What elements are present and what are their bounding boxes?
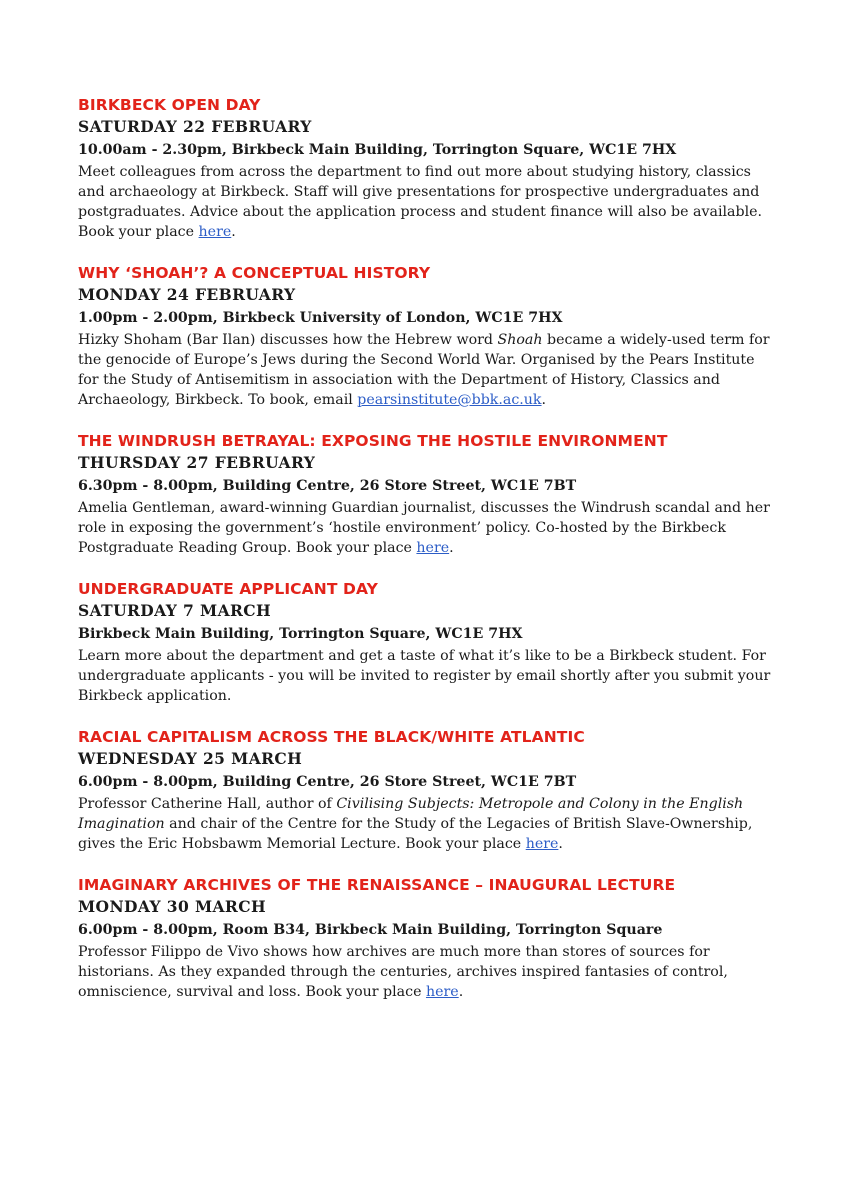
event-title: IMAGINARY ARCHIVES OF THE RENAISSANCE – INAUGURAL LECTURE — [78, 876, 676, 894]
event-title: BIRKBECK OPEN DAY — [78, 96, 261, 114]
event-imaginary-archives — [78, 874, 778, 1002]
description-text-2: became a widely-used term for the genocide of Europe’s Jews during the Second World War. Organised by the Pears Institute for the Study of Antisemitism in association with the Department of History, Classics and Archaeology, Birkbeck. To book, email — [78, 332, 770, 408]
event-description — [78, 162, 778, 242]
event-title: THE WINDRUSH BETRAYAL: EXPOSING THE HOSTILE ENVIRONMENT — [78, 432, 668, 450]
event-date: SATURDAY 22 FEBRUARY — [78, 117, 312, 136]
event-title: RACIAL CAPITALISM ACROSS THE BLACK/WHITE ATLANTIC — [78, 728, 585, 746]
event-windrush — [78, 430, 778, 558]
description-italic: Civilising Subjects: Metropole and Colony in the English Imagination — [78, 796, 744, 832]
event-description — [78, 794, 778, 854]
event-date: WEDNESDAY 25 MARCH — [78, 749, 303, 768]
event-date: SATURDAY 7 MARCH — [78, 601, 272, 620]
description-text: Professor Catherine Hall, author of — [78, 796, 337, 812]
book-here-link[interactable]: here — [425, 984, 459, 1000]
event-details: 6.00pm - 8.00pm, Building Centre, 26 Store Street, WC1E 7BT — [78, 774, 577, 790]
description-text-2: and chair of the Centre for the Study of the Legacies of British Slave-Ownership, gives the Eric Hobsbawm Memorial Lecture. Book your place — [78, 816, 753, 852]
event-date: THURSDAY 27 FEBRUARY — [78, 453, 316, 472]
event-why-shoah — [78, 262, 778, 410]
event-details: Birkbeck Main Building, Torrington Square, WC1E 7HX — [78, 626, 523, 642]
event-title: UNDERGRADUATE APPLICANT DAY — [78, 580, 378, 598]
description-text: Amelia Gentleman, award-winning Guardian journalist, discusses the Windrush scandal and her role in exposing the government’s ‘hostile environment’ policy. Co-hosted by the Birkbeck Postgraduate Reading Group. Book your place — [78, 500, 770, 556]
event-date: MONDAY 24 FEBRUARY — [78, 285, 296, 304]
event-open-day — [78, 94, 778, 242]
book-here-link[interactable]: here — [198, 224, 232, 240]
event-description — [78, 330, 778, 410]
email-link[interactable]: pearsinstitute@bbk.ac.uk — [357, 392, 542, 408]
description-text: Professor Filippo de Vivo shows how archives are much more than stores of sources for historians. As they expanded through the centuries, archives inspired fantasies of control, omniscience, survival and loss. Book your place — [78, 944, 728, 1000]
event-description — [78, 498, 778, 558]
description-end: . — [231, 224, 236, 240]
description-text: Meet colleagues from across the department to find out more about studying history, classics and archaeology at Birkbeck. Staff will give presentations for prospective undergraduates and postgraduates. Advice about the application process and student finance will also be available. Book your place — [78, 164, 763, 240]
description-end: . — [449, 540, 454, 556]
event-details: 10.00am - 2.30pm, Birkbeck Main Building, Torrington Square, WC1E 7HX — [78, 142, 677, 158]
event-racial-capitalism — [78, 726, 778, 854]
event-details: 6.30pm - 8.00pm, Building Centre, 26 Store Street, WC1E 7BT — [78, 478, 577, 494]
event-description — [78, 646, 778, 706]
book-here-link[interactable]: here — [525, 836, 559, 852]
event-date: MONDAY 30 MARCH — [78, 897, 266, 916]
event-description — [78, 942, 778, 1002]
event-applicant-day — [78, 578, 778, 706]
description-italic: Shoah — [497, 332, 543, 348]
description-end: . — [558, 836, 563, 852]
event-details: 1.00pm - 2.00pm, Birkbeck University of London, WC1E 7HX — [78, 310, 563, 326]
description-text: Learn more about the department and get a taste of what it’s like to be a Birkbeck student. For undergraduate applicants - you will be invited to register by email shortly after you submit your Birkbeck application. — [78, 648, 771, 704]
description-end: . — [458, 984, 464, 1000]
description-end: . — [541, 392, 547, 408]
description-text: Hizky Shoham (Bar Ilan) discusses how the Hebrew word — [78, 332, 498, 348]
book-here-link[interactable]: here — [416, 540, 450, 556]
event-details: 6.00pm - 8.00pm, Room B34, Birkbeck Main Building, Torrington Square — [78, 922, 663, 938]
event-title: WHY ‘SHOAH’? A CONCEPTUAL HISTORY — [78, 264, 431, 282]
events-list — [78, 94, 778, 1022]
